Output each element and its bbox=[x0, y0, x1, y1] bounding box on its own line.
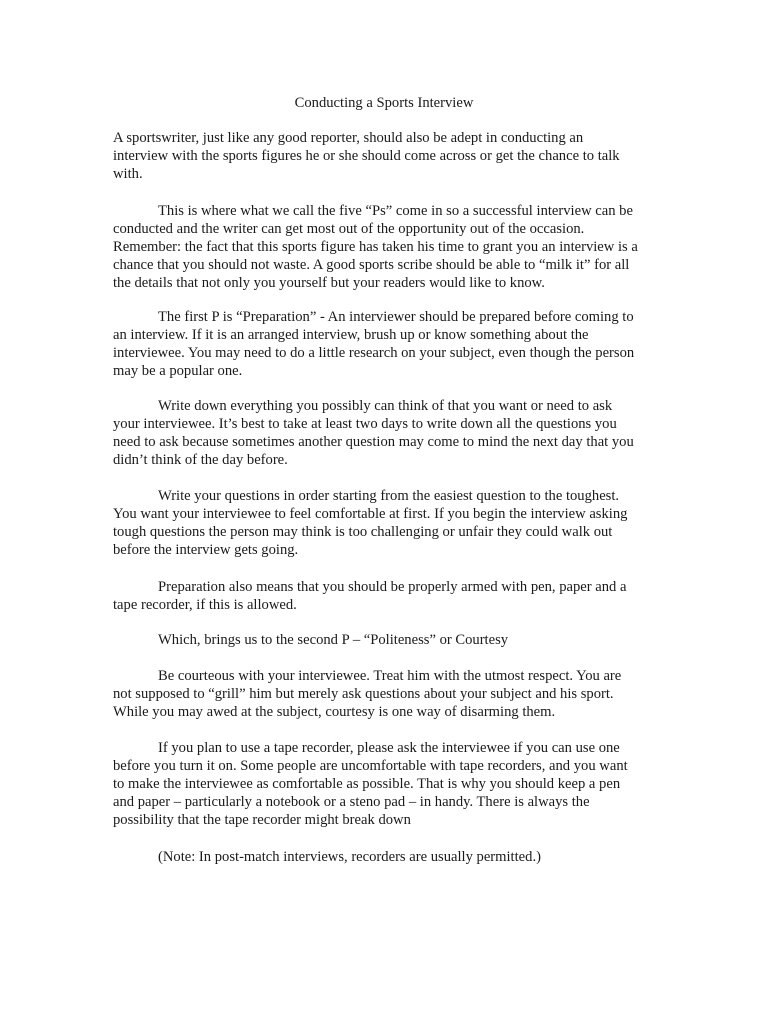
paragraph-8 bbox=[113, 667, 661, 721]
paragraph-line: tape recorder, if this is allowed. bbox=[113, 597, 297, 613]
paragraph-10 bbox=[113, 848, 661, 866]
paragraph-line: possibility that the tape recorder might break down bbox=[113, 812, 411, 828]
paragraph-line: conducted and the writer can get most out of the opportunity out of the occasion. bbox=[113, 221, 585, 237]
paragraph-line: Be courteous with your interviewee. Treat him with the utmost respect. You are bbox=[158, 668, 622, 684]
paragraph-2 bbox=[113, 202, 661, 292]
paragraph-line: Which, brings us to the second P – “Politeness” or Courtesy bbox=[158, 632, 509, 648]
paragraph-7 bbox=[113, 631, 661, 649]
paragraph-line: the details that not only you yourself but your readers would like to know. bbox=[113, 275, 545, 291]
paragraph-line: Write down everything you possibly can think of that you want or need to ask bbox=[158, 398, 613, 414]
paragraph-line: The first P is “Preparation” - An interviewer should be prepared before coming to bbox=[158, 309, 634, 325]
paragraph-line: Remember: the fact that this sports figure has taken his time to grant you an interview is a bbox=[113, 239, 638, 255]
paragraph-line: (Note: In post-match interviews, recorders are usually permitted.) bbox=[158, 849, 541, 865]
paragraph-line: didn’t think of the day before. bbox=[113, 452, 288, 468]
paragraph-line: interview with the sports figures he or she should come across or get the chance to talk bbox=[113, 148, 620, 164]
paragraph-line: Preparation also means that you should be properly armed with pen, paper and a bbox=[158, 579, 627, 595]
paragraph-line: need to ask because sometimes another question may come to mind the next day that you bbox=[113, 434, 634, 450]
paragraph-line: You want your interviewee to feel comfortable at first. If you begin the interview asking bbox=[113, 506, 628, 522]
paragraph-line: before the interview gets going. bbox=[113, 542, 299, 558]
paragraph-line: and paper – particularly a notebook or a steno pad – in handy. There is always the bbox=[113, 794, 590, 810]
paragraph-line: While you may awed at the subject, courtesy is one way of disarming them. bbox=[113, 704, 556, 720]
paragraph-line: before you turn it on. Some people are uncomfortable with tape recorders, and you want bbox=[113, 758, 628, 774]
paragraph-line: A sportswriter, just like any good reporter, should also be adept in conducting an bbox=[113, 130, 584, 146]
paragraph-line: chance that you should not waste. A good sports scribe should be able to “milk it” for all bbox=[113, 257, 630, 273]
paragraph-line: tough questions the person may think is too challenging or unfair they could walk out bbox=[113, 524, 613, 540]
paragraph-line: to make the interviewee as comfortable as possible. That is why you should keep a pen bbox=[113, 776, 621, 792]
paragraph-line: not supposed to “grill” him but merely ask questions about your subject and his sport. bbox=[113, 686, 614, 702]
paragraph-9 bbox=[113, 739, 661, 829]
paragraph-1 bbox=[113, 129, 661, 183]
paragraph-6 bbox=[113, 578, 661, 614]
paragraph-line: Write your questions in order starting from the easiest question to the toughest. bbox=[158, 488, 620, 504]
paragraph-line: This is where what we call the five “Ps” come in so a successful interview can be bbox=[158, 203, 633, 219]
paragraph-line: interviewee. You may need to do a little research on your subject, even though the person bbox=[113, 345, 635, 361]
paragraph-5 bbox=[113, 487, 661, 559]
paragraph-line: your interviewee. It’s best to take at least two days to write down all the questions you bbox=[113, 416, 617, 432]
paragraph-line: If you plan to use a tape recorder, please ask the interviewee if you can use one bbox=[158, 740, 620, 756]
document-title: Conducting a Sports Interview bbox=[294, 95, 474, 111]
paragraph-line: may be a popular one. bbox=[113, 363, 243, 379]
paragraph-3 bbox=[113, 308, 661, 380]
paragraph-line: an interview. If it is an arranged interview, brush up or know something about the bbox=[113, 327, 589, 343]
paragraph-line: with. bbox=[113, 166, 143, 182]
paragraph-4 bbox=[113, 397, 661, 469]
